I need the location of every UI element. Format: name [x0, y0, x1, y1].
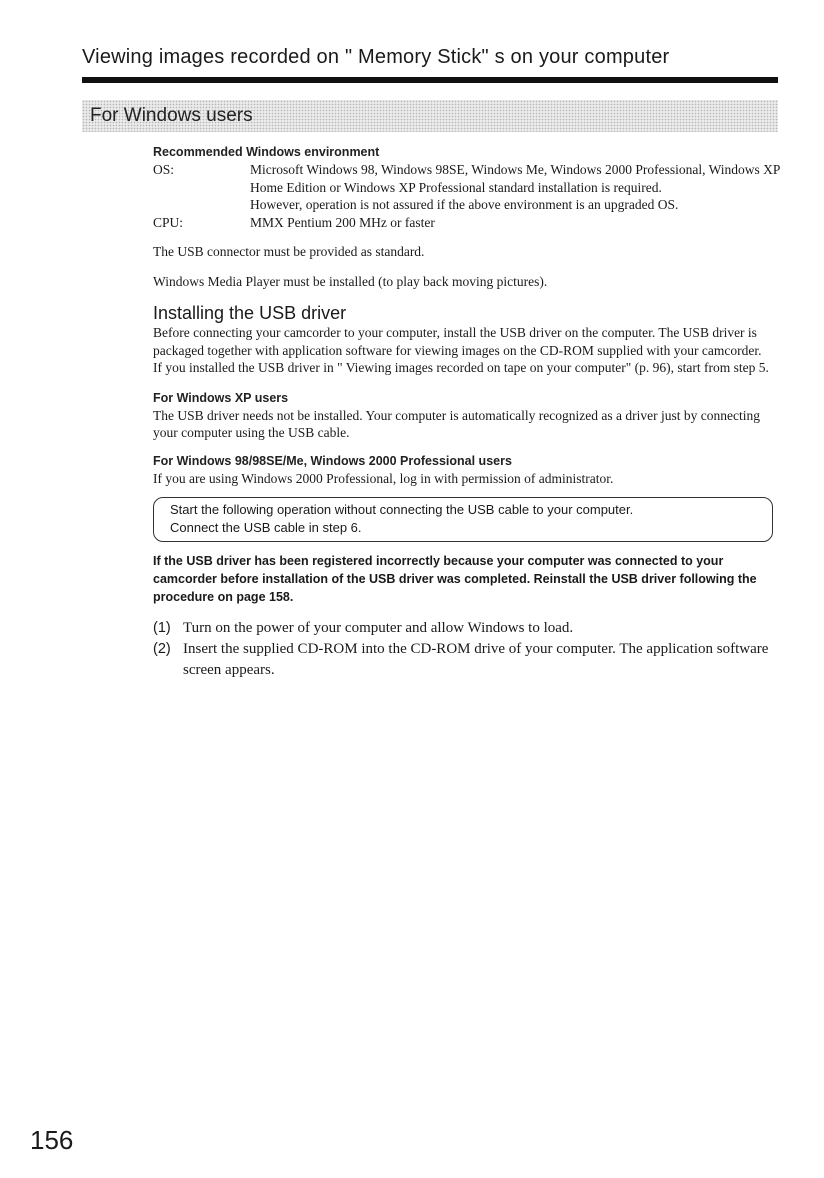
step-item [153, 639, 783, 681]
page-title: Viewing images recorded on " Memory Stick" s on your computer [82, 46, 670, 68]
other-users-heading: For Windows 98/98SE/Me, Windows 2000 Professional users [153, 453, 512, 468]
title-rule [82, 77, 778, 83]
spec-row-os [153, 161, 783, 214]
installing-paragraph-1: Before connecting your camcorder to your computer, install the USB driver on the computer. The USB driver is packaged together with application software for viewing images on the CD-ROM supplied with your camcorder. [153, 325, 762, 358]
section-band [82, 100, 778, 132]
xp-users-text: The USB driver needs not be installed. Your computer is automatically recognized as a driver just by connecting your computer using the USB cable. [153, 407, 760, 440]
environment-heading: Recommended Windows environment [153, 145, 380, 159]
caution-note-line-2: Connect the USB cable in step 6. [170, 520, 362, 535]
media-player-requirement: Windows Media Player must be installed (to play back moving pictures). [153, 273, 548, 289]
os-requirements: Microsoft Windows 98, Windows 98SE, Windows Me, Windows 2000 Professional, Windows XP Home Edition or Windows XP Professional standard installation is required. [250, 162, 780, 195]
installing-heading: Installing the USB driver [153, 303, 347, 323]
step-text: Insert the supplied CD-ROM into the CD-ROM drive of your computer. The application software screen appears. [183, 641, 769, 678]
caution-note-line-1: Start the following operation without connecting the USB cable to your computer. [170, 502, 634, 517]
other-users-text: If you are using Windows 2000 Professional, log in with permission of administrator. [153, 470, 614, 486]
step-item [153, 618, 783, 639]
installing-paragraph-2: If you installed the USB driver in " Viewing images recorded on tape on your computer" (p. 96), start from step 5. [153, 360, 769, 375]
caution-note-box [153, 497, 773, 542]
cpu-label: CPU: [153, 214, 184, 230]
section-title: For Windows users [90, 105, 253, 126]
step-text: Turn on the power of your computer and allow Windows to load. [183, 620, 574, 636]
page-content [153, 143, 783, 681]
xp-users-heading: For Windows XP users [153, 390, 289, 405]
os-label: OS: [153, 162, 175, 177]
os-value [250, 161, 783, 214]
page-number: 156 [30, 1125, 74, 1155]
reinstall-notice: If the USB driver has been registered incorrectly because your computer was connected to your camcorder before installation of the USB driver was completed. Reinstall the USB driver following the procedure on page 158. [153, 554, 757, 604]
step-number: (1) [153, 620, 171, 636]
os-note: However, operation is not assured if the above environment is an upgraded OS. [250, 197, 679, 212]
usb-requirement: The USB connector must be provided as standard. [153, 244, 425, 259]
spec-row-cpu [153, 214, 783, 232]
cpu-value: MMX Pentium 200 MHz or faster [250, 214, 435, 230]
step-list [153, 618, 783, 681]
step-number: (2) [153, 641, 171, 657]
